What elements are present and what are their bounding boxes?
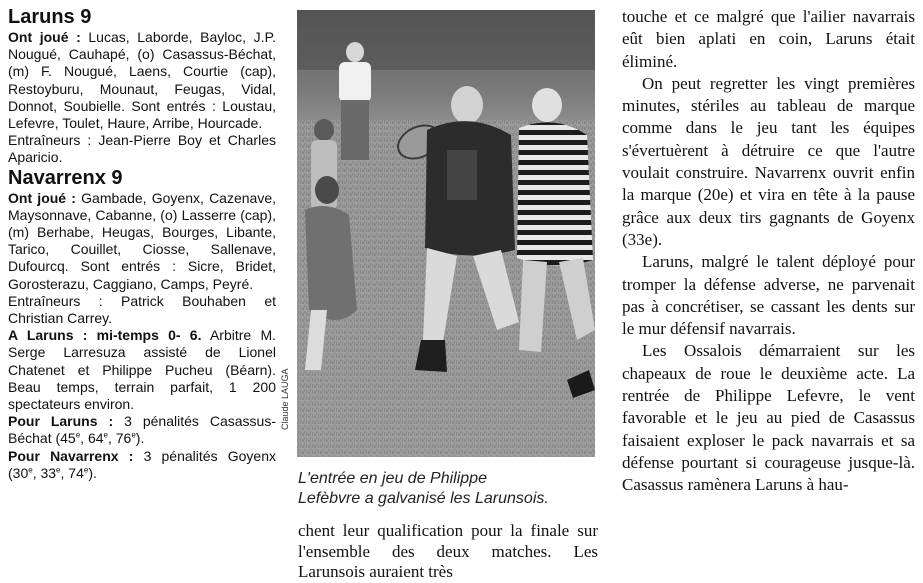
caption-line-1: L'entrée en jeu de Philippe <box>298 470 487 487</box>
photo-caption <box>298 469 598 509</box>
match-sheet <box>8 6 276 482</box>
navarrenx-heading: Navarrenx 9 <box>8 166 123 189</box>
article-col2-text: chent leur qualification pour la finale sur l'ensemble des deux matches. Les Larunsois auraient très <box>298 521 598 581</box>
rugby-photo-image <box>297 10 595 457</box>
article-paragraph-4: Les Ossalois démarraient sur les chapeaux de roue le deuxième acte. La rentrée de Philippe Lefevre, le vent favorable et le jeu au pied de Casassus faisaient exploser le pack navarrais et sa défense pourtant si courageuse jusque-là. Casassus ramènera Laruns à hau- <box>622 341 915 495</box>
photo-credit: Claude LAUGA <box>280 368 290 430</box>
article-paragraph-1: touche et ce malgré que l'ailier navarrais eût bien aplati en coin, Laruns était éliminé. <box>622 7 915 71</box>
rugby-photo <box>297 10 595 457</box>
caption-line-2: Lefèbvre a galvanisé les Larunsois. <box>298 490 549 507</box>
laruns-lineup: Ont joué : Lucas, Laborde, Bayloc, J.P. Nougué, Cauhapé, (o) Casassus-Béchat, (m) F. Nougué, Laens, Courtie (cap), Restoyburu, Mounaut, Feugas, Vidal, Donnot, Soubielle. Sont entrés : Loustau, Lefevre, Toulet, Haure, Arribe, Hourcade. <box>8 29 276 132</box>
article-col3 <box>622 6 915 497</box>
laruns-coaches: Entraîneurs : Jean-Pierre Boy et Charles Aparicio. <box>8 132 276 166</box>
navarrenx-coaches: Entraîneurs : Patrick Bouhaben et Christian Carrey. <box>8 292 276 327</box>
article-paragraph-3: Laruns, malgré le talent déployé pour tromper la défense adverse, ne parvenait pas à concrétiser, se cassant les dents sur le mur défensif navarrais. <box>622 252 915 339</box>
navarrenx-lineup: Ont joué : Gambade, Goyenx, Cazenave, Maysonnave, Cabanne, (o) Lasserre (cap), (m) Berhabe, Heugas, Bourges, Libante, Tarico, Couillet, Ciosse, Sallenave, Dufourcq. Sont entrés : Sicre, Bridet, Gorosterazu, Caggiano, Camps, Peyré. <box>8 189 276 292</box>
article-paragraph-2: On peut regretter les vingt premières minutes, stériles au tableau de marque comme dans le jeu tant les équipes s'évertuèrent à détruire ce que l'autre voulait construire. Navarrenx ouvrit enfin la marque (20e) et vira en tête à la pause grâce aux deux tirs gagnants de Goyenx (33e). <box>622 73 915 249</box>
laruns-heading: Laruns 9 <box>8 6 92 28</box>
match-summary: A Laruns : mi-temps 0- 6. Arbitre M. Serge Larresuza assisté de Lionel Chatenet et Philippe Pucheu (Béarn). Beau temps, terrain parfait, 1 200 spectateurs environ. <box>8 327 276 413</box>
navarrenx-scorers: Pour Navarrenx : 3 pénalités Goyenx (30e, 33e, 74e). <box>8 447 276 481</box>
laruns-scorers: Pour Laruns : 3 pénalités Casassus-Béchat (45e, 64e, 76e). <box>8 413 276 447</box>
